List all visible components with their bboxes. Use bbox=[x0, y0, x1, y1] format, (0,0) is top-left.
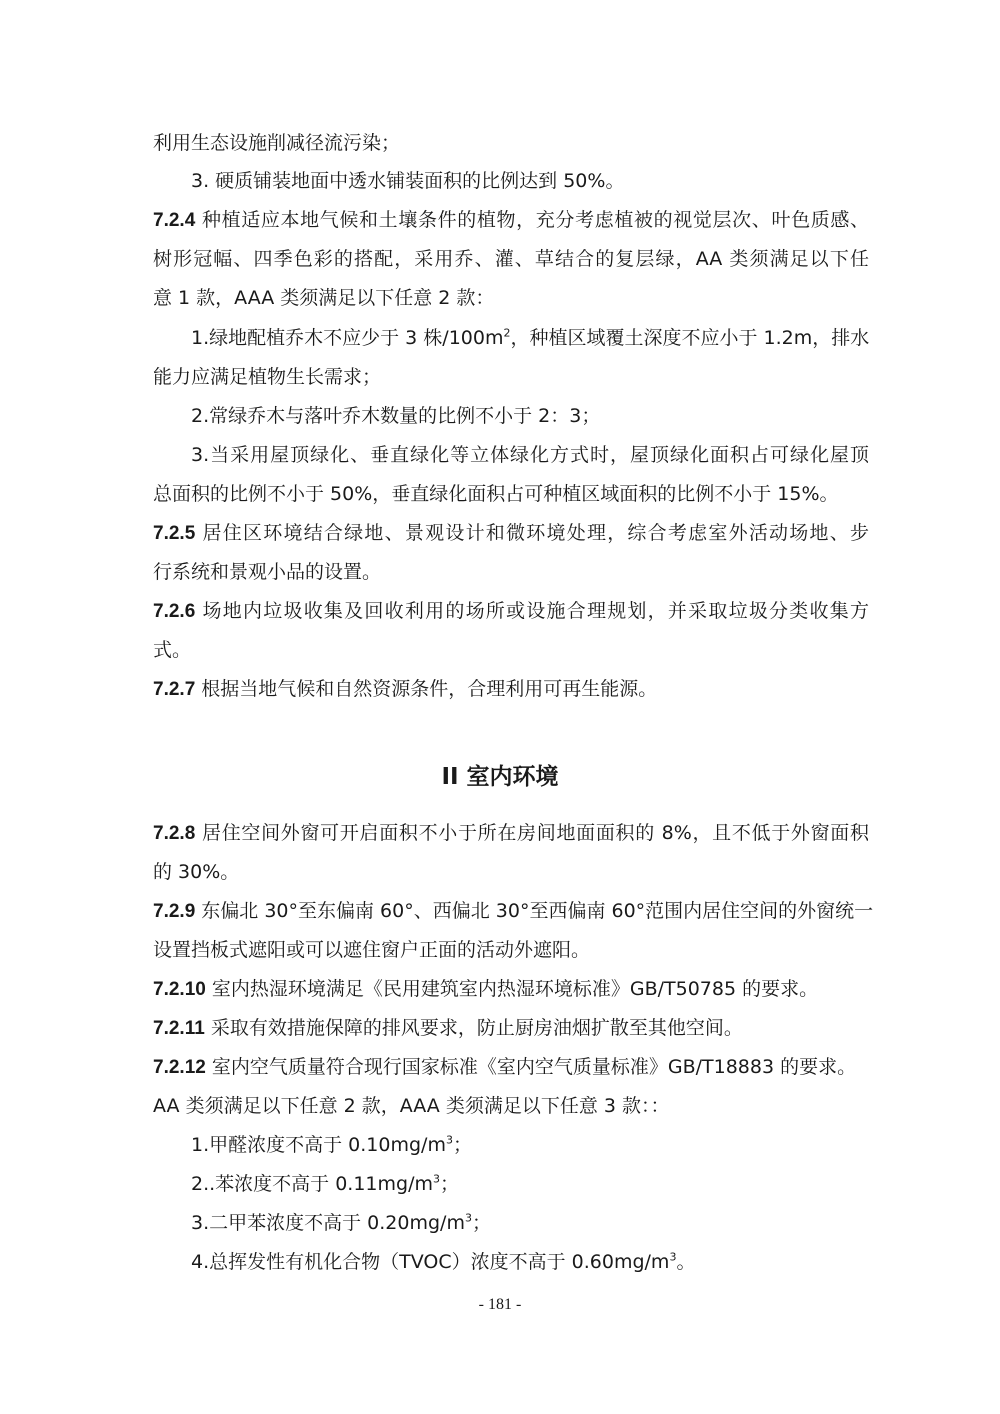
clause-number: 7.2.8 bbox=[153, 823, 196, 844]
clause-7-2-11: 7.2.11 采取有效措施保障的排风要求，防止厨房油烟扩散至其他空间。 bbox=[153, 1017, 743, 1039]
list-item: 1.甲醛浓度不高于 $0.10mg/m^3$； bbox=[191, 1133, 472, 1156]
text-line: 设置挡板式遮阳或可以遮住窗户正面的活动外遮阳。 bbox=[153, 939, 591, 961]
clause-number: 7.2.5 bbox=[153, 523, 196, 544]
text-line: 行系统和景观小品的设置。 bbox=[153, 561, 382, 583]
clause-7-2-12: 7.2.12 室内空气质量符合现行国家标准《室内空气质量标准》GB/T18883 的要求。 bbox=[153, 1056, 857, 1078]
list-item: 3.当采用屋顶绿化、垂直绿化等立体绿化方式时，屋顶绿化面积占可绿化屋顶 bbox=[191, 444, 869, 466]
clause-7-2-4: 7.2.4 种植适应本地气候和土壤条件的植物，充分考虑植被的视觉层次、叶色质感、 bbox=[153, 209, 869, 231]
clause-number: 7.2.4 bbox=[153, 210, 196, 231]
clause-number: 7.2.10 bbox=[153, 979, 206, 1000]
clause-number: 7.2.6 bbox=[153, 601, 196, 622]
list-item: 4.总挥发性有机化合物（TVOC）浓度不高于 $0.60mg/m^3$。 bbox=[191, 1250, 696, 1273]
text-line: 树形冠幅、四季色彩的搭配，采用乔、灌、草结合的复层绿，AA 类须满足以下任 bbox=[153, 248, 869, 270]
page-number: - 181 - bbox=[478, 1296, 522, 1313]
text-line: 意 1 款，AAA 类须满足以下任意 2 款： bbox=[153, 287, 495, 309]
list-item: 3. 硬质铺装地面中透水铺装面积的比例达到 50%。 bbox=[191, 170, 625, 192]
clause-7-2-5: 7.2.5 居住区环境结合绿地、景观设计和微环境处理，综合考虑室外活动场地、步 bbox=[153, 522, 869, 544]
clause-number: 7.2.9 bbox=[153, 901, 196, 922]
clause-7-2-10: 7.2.10 室内热湿环境满足《民用建筑室内热湿环境标准》GB/T50785 的要求。 bbox=[153, 978, 819, 1000]
clause-7-2-6: 7.2.6 场地内垃圾收集及回收利用的场所或设施合理规划，并采取垃圾分类收集方 bbox=[153, 600, 869, 622]
list-item: 2.常绿乔木与落叶乔木数量的比例不小于 2：3； bbox=[191, 405, 601, 427]
text-line: 总面积的比例不小于 50%，垂直绿化面积占可种植区域面积的比例不小于 15%。 bbox=[153, 483, 839, 505]
text-line: AA 类须满足以下任意 2 款，AAA 类须满足以下任意 3 款：： bbox=[153, 1095, 670, 1117]
text-line: 利用生态设施削减径流污染； bbox=[153, 132, 401, 154]
text-line: 式。 bbox=[153, 639, 192, 661]
clause-7-2-9: 7.2.9 东偏北 30°至东偏南 60°、西偏北 30°至西偏南 60°范围内居住空间的外窗统一 bbox=[153, 900, 874, 922]
clause-number: 7.2.7 bbox=[153, 679, 196, 700]
section-heading: II 室内环境 bbox=[441, 764, 559, 790]
list-item: 1.绿地配植乔木不应少于 3 株$/100m^2$，种植区域覆土深度不应小于 1.2m，排水 bbox=[191, 326, 870, 349]
clause-number: 7.2.11 bbox=[153, 1018, 205, 1039]
clause-7-2-8: 7.2.8 居住空间外窗可开启面积不小于所在房间地面面积的 8%，且不低于外窗面积 bbox=[153, 822, 869, 844]
text-line: 的 30%。 bbox=[153, 861, 240, 883]
text-line: 能力应满足植物生长需求； bbox=[153, 366, 382, 388]
list-item: 3.二甲苯浓度不高于 $0.20mg/m^3$； bbox=[191, 1211, 491, 1234]
list-item: 2..苯浓度不高于 $0.11mg/m^3$； bbox=[191, 1172, 460, 1195]
clause-7-2-7: 7.2.7 根据当地气候和自然资源条件，合理利用可再生能源。 bbox=[153, 678, 658, 700]
clause-number: 7.2.12 bbox=[153, 1057, 206, 1078]
